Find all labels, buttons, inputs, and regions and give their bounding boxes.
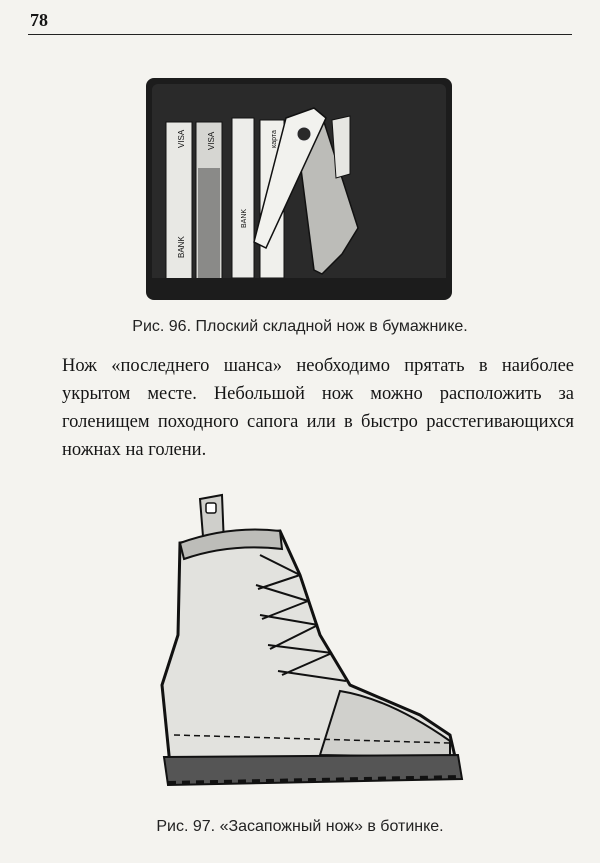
- card-3-bank: BANK: [241, 208, 248, 228]
- card-1-bank: BANK: [177, 236, 186, 258]
- card-1-label: VISA: [177, 129, 186, 148]
- card-3: [232, 118, 254, 278]
- figure-96-caption: Рис. 96. Плоский складной нож в бумажнике.: [132, 318, 468, 335]
- wallet-knife-illustration: [146, 78, 452, 300]
- card-1: [166, 122, 192, 282]
- page-number: 78: [30, 10, 48, 30]
- boot-knife-illustration: [150, 485, 468, 795]
- figure-97-caption: Рис. 97. «Засапожный нож» в ботинке.: [156, 818, 444, 835]
- card-2: [196, 122, 222, 280]
- header-rule: [28, 34, 572, 35]
- card-2-label: VISA: [207, 131, 216, 150]
- card-4-label: карта: [271, 130, 278, 148]
- body-paragraph: Нож «последнего шанса» необходимо прятать в наиболее укрытом месте. Небольшой нож можно расположить за голенищем походного сапога или в быстро расстегивающихся ножнах на голени.: [62, 356, 574, 460]
